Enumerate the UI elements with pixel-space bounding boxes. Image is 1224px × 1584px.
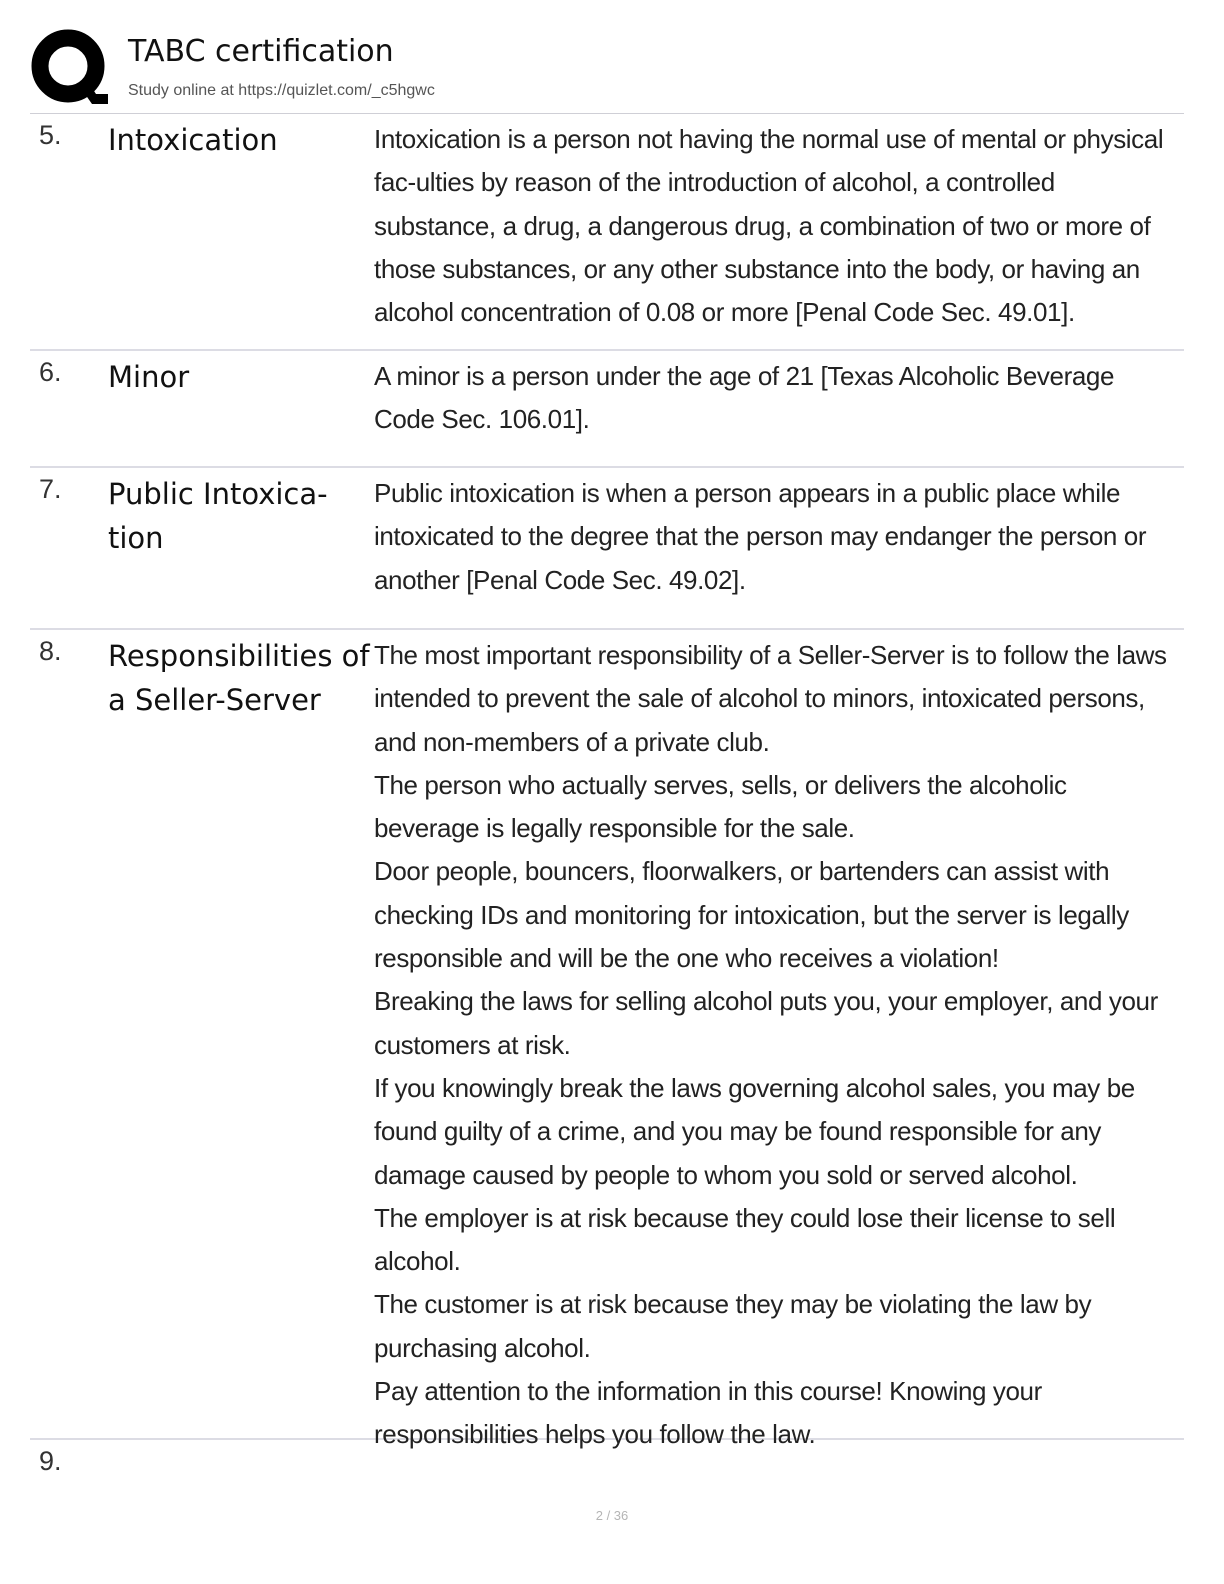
flashcard — [30, 468, 1184, 630]
card-term: Responsibilities of a Seller-Server — [108, 639, 370, 717]
card-term: Minor — [108, 360, 190, 394]
definition-paragraph: The most important responsibility of a Seller-Server is to follow the laws intended to prevent the sale of alcohol to minors, intoxicated persons, and non-members of a private club. — [374, 640, 1167, 757]
card-definition — [374, 634, 1169, 1457]
card-number: 7. — [39, 474, 62, 504]
definition-paragraph: A minor is a person under the age of 21 [Texas Alcoholic Beverage Code Sec. 106.01]. — [374, 361, 1115, 435]
card-definition — [374, 472, 1169, 602]
definition-paragraph: Intoxication is a person not having the normal use of mental or physical fac-ulties by reason of the introduction of alcohol, a controlled substance, a drug, a dangerous drug, a combination of two or more of those substances, or any other substance into the body, or having an alcohol concentration of 0.08 or more [Penal Code Sec. 49.01]. — [374, 124, 1164, 328]
quizlet-logo-icon — [30, 28, 110, 108]
flashcard — [30, 1440, 1184, 1518]
card-definition — [374, 118, 1169, 334]
definition-paragraph: The person who actually serves, sells, or delivers the alcoholic beverage is legally responsible for the sale. — [374, 769, 1067, 844]
card-number: 5. — [39, 120, 62, 150]
definition-paragraph: If you knowingly break the laws governing alcohol sales, you may be found guilty of a crime, and you may be found responsible for any damage caused by people to whom you sold or served alcohol. — [374, 1072, 1135, 1190]
flashcard-list — [30, 114, 1184, 1518]
definition-paragraph: The customer is at risk because they may be violating the law by purchasing alcohol. — [374, 1289, 1092, 1363]
card-number: 8. — [39, 636, 62, 666]
definition-paragraph: Door people, bouncers, floorwalkers, or bartenders can assist with checking IDs and monitoring for intoxication, but the server is legally responsible and will be the one who receives a violation! — [374, 856, 1129, 974]
flashcard — [30, 630, 1184, 1450]
card-number: 9. — [39, 1446, 62, 1476]
card-number: 6. — [39, 357, 62, 387]
card-definition — [374, 355, 1169, 442]
definition-paragraph: The employer is at risk because they could lose their license to sell alcohol. — [374, 1202, 1116, 1277]
definition-paragraph: Breaking the laws for selling alcohol puts you, your employer, and your customers at risk. — [374, 986, 1158, 1060]
card-term: Intoxication — [108, 123, 278, 157]
flashcard — [30, 351, 1184, 468]
document-title: TABC certification — [128, 34, 394, 69]
flashcard — [30, 114, 1184, 351]
definition-paragraph: Public intoxication is when a person appears in a public place while intoxicated to the degree that the person may endanger the person or another [Penal Code Sec. 49.02]. — [374, 478, 1147, 595]
study-link[interactable]: Study online at https://quizlet.com/_c5hgwc — [128, 82, 435, 99]
definition-paragraph: Pay attention to the information in this course! Knowing your responsibilities helps you follow the law. — [374, 1376, 1042, 1450]
page-number: 2 / 36 — [595, 1508, 629, 1523]
card-term: Public Intoxica-tion — [108, 477, 328, 555]
page-header — [30, 28, 1190, 112]
